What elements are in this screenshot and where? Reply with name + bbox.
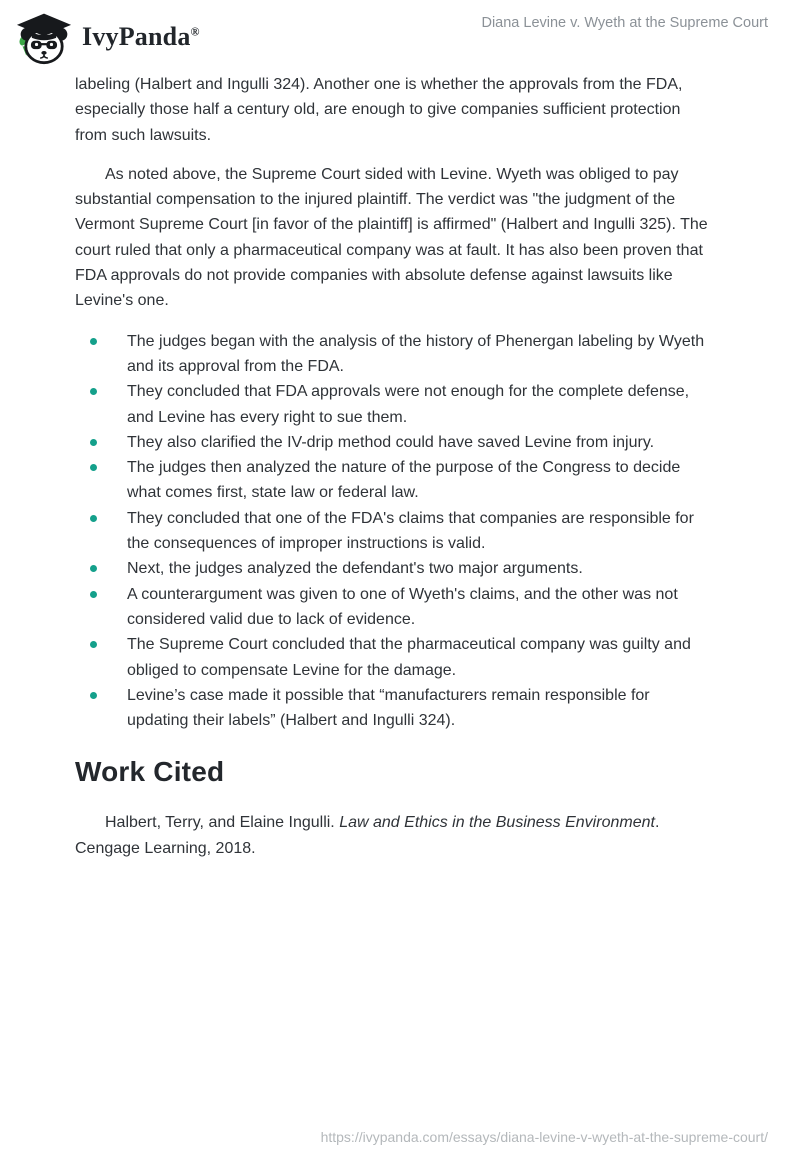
list-item (75, 329, 713, 380)
document-title: Diana Levine v. Wyeth at the Supreme Court (481, 15, 768, 31)
list-item-text: Next, the judges analyzed the defendant's two major arguments. (127, 560, 583, 578)
bullet-icon (90, 692, 97, 699)
paragraph: labeling (Halbert and Ingulli 324). Another one is whether the approvals from the FDA, especially those half a century old, are enough to give companies sufficient protection from such lawsuits. (75, 76, 683, 144)
essay-content (75, 72, 713, 861)
registered-trademark: ® (190, 24, 200, 39)
paragraph: As noted above, the Supreme Court sided with Levine. Wyeth was obliged to pay substantial compensation to the injured plaintiff. The verdict was "the judgment of the Vermont Supreme Court [in favor of the plaintiff] is affirmed" (Halbert and Ingulli 325). The court ruled that only a pharmaceutical company was at fault. It has also been proven that FDA approvals do not provide companies with absolute defense against lawsuits like Levine's one. (75, 165, 708, 310)
bullet-icon (90, 338, 97, 345)
citation-book-title: Law and Ethics in the Business Environment (339, 814, 655, 832)
list-item-text: They concluded that FDA approvals were not enough for the complete defense, and Levine has every right to sue them. (127, 383, 690, 426)
bullet-icon (90, 591, 97, 598)
citation-publisher: . Cengage Learning, 2018. (75, 814, 660, 857)
source-url[interactable]: https://ivypanda.com/essays/diana-levine-v-wyeth-at-the-supreme-court/ (320, 1129, 768, 1145)
list-item-text: They also clarified the IV-drip method could have saved Levine from injury. (127, 433, 655, 451)
list-item-text: The judges began with the analysis of the history of Phenergan labeling by Wyeth and its approval from the FDA. (127, 332, 705, 375)
bullet-list (75, 329, 713, 734)
bullet-icon (90, 388, 97, 395)
list-item (75, 455, 713, 506)
list-item-text: The judges then analyzed the nature of the purpose of the Congress to decide what comes first, state law or federal law. (127, 459, 681, 502)
bullet-icon (90, 515, 97, 522)
page-header (14, 8, 768, 66)
ivypanda-logo[interactable] (14, 9, 200, 65)
list-item (75, 683, 713, 734)
list-item (75, 430, 713, 455)
list-item (75, 506, 713, 557)
list-item-text: Levine’s case made it possible that “manufacturers remain responsible for updating their labels” (Halbert and Ingulli 324). (127, 686, 650, 730)
list-item-text: A counterargument was given to one of Wyeth's claims, and the other was not considered valid due to lack of evidence. (127, 585, 678, 628)
bullet-icon (90, 641, 97, 648)
bullet-icon (90, 464, 97, 471)
list-item (75, 379, 713, 430)
list-item-text: The Supreme Court concluded that the pharmaceutical company was guilty and obliged to compensate Levine for the damage. (127, 636, 691, 679)
citation-authors: Halbert, Terry, and Elaine Ingulli. (105, 814, 340, 832)
list-item (75, 632, 713, 683)
list-item (75, 582, 713, 633)
page-footer (321, 1129, 768, 1145)
list-item-text: They concluded that one of the FDA's claims that companies are responsible for the consequences of improper instructions is valid. (127, 509, 694, 553)
brand-text: IvyPanda (82, 22, 191, 51)
brand-name (82, 22, 200, 52)
bullet-icon (90, 565, 97, 572)
work-cited-heading: Work Cited (75, 756, 225, 788)
ivypanda-panda-icon (14, 9, 74, 65)
bullet-icon (90, 439, 97, 446)
citation (75, 810, 713, 861)
list-item (75, 556, 713, 581)
